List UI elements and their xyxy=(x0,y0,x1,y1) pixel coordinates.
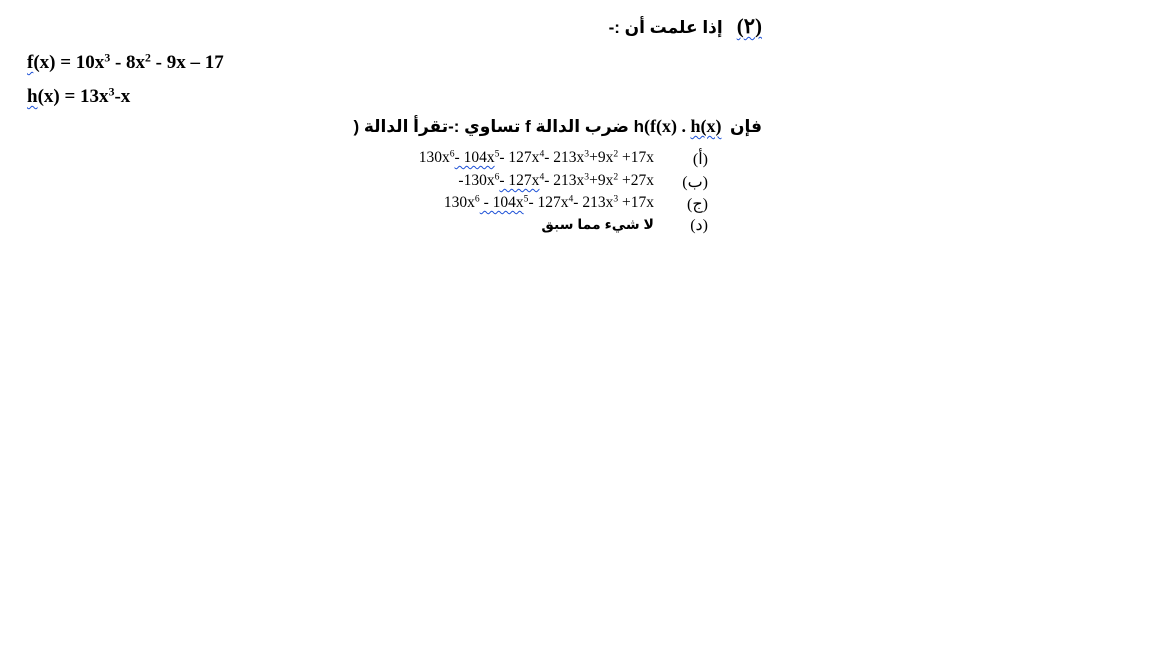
question-prefix: فإن xyxy=(729,117,762,136)
function-h-name: h xyxy=(27,86,38,107)
option-b-text: $-130x^6-$ $127x^4-$ $213x^3+9x^2 +27x$ xyxy=(458,171,654,189)
question-number: (٢) xyxy=(736,14,762,38)
function-h-definition: $h(x) = 13x^3-x$ xyxy=(27,85,131,107)
question-heading xyxy=(609,14,762,39)
question-text: ) تساوي :-تقرأ الدالة f ضرب الدالة h(f(x) . h(x) فإن xyxy=(353,116,762,136)
question-suffix: ) تساوي :- xyxy=(353,117,521,136)
option-d-text: لا شيء مما سبق xyxy=(541,216,654,232)
function-f-definition: $f(x) = 10x^3 - 8x^2 - 9x - 17$ xyxy=(27,51,224,73)
option-a-text: $130x^6-$ $104x^5-$ $127x^4-$ $213x^3+9x^2 +17x$ xyxy=(418,148,654,166)
option-b-label: (ب) xyxy=(682,174,708,191)
function-f-name: f xyxy=(27,52,34,73)
f-expression: f(x) xyxy=(649,116,677,136)
option-d-label: (د) xyxy=(690,217,708,234)
question-reads-as: تقرأ الدالة f ضرب الدالة h xyxy=(363,117,644,136)
h-expression: h(x) xyxy=(690,116,722,136)
option-c-text: $130x^6 - 104x^5-$ $127x^4-$ $213x^3 +17x$ xyxy=(443,193,654,211)
question-intro: إذا علمت أن :- xyxy=(608,18,723,37)
option-c-label: (ج) xyxy=(687,196,708,213)
option-a-label: (أ) xyxy=(692,151,708,168)
